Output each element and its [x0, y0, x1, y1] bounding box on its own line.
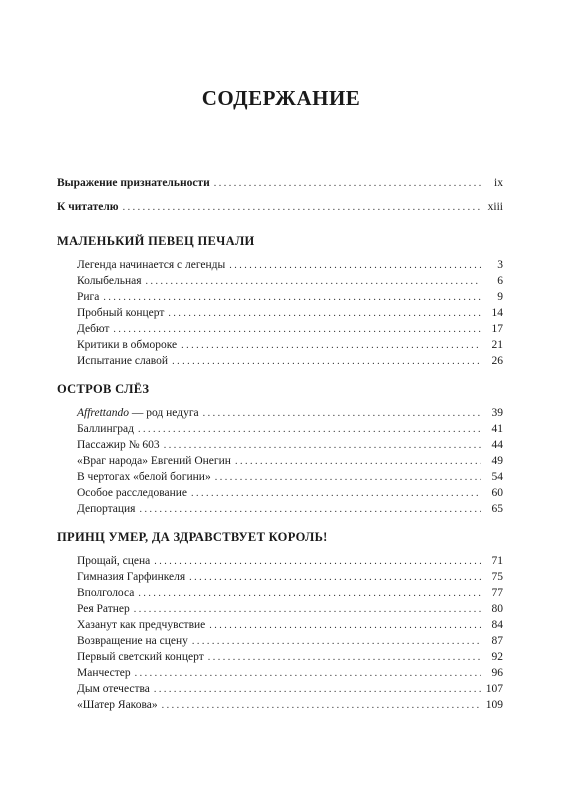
- toc-entry[interactable]: [77, 354, 503, 369]
- toc-entry[interactable]: [77, 274, 503, 289]
- entry-title: Возвращение на сцену: [77, 635, 188, 647]
- page-number: 26: [491, 355, 503, 367]
- toc-entry[interactable]: [77, 618, 503, 633]
- entry-title: «Шатер Яакова»: [77, 699, 158, 711]
- entry-title: Хазанут как предчувствие: [77, 619, 206, 631]
- section-heading: ОСТРОВ СЛЁЗ: [57, 382, 150, 396]
- toc-entry[interactable]: [77, 290, 503, 305]
- toc-entry[interactable]: [77, 634, 503, 649]
- toc-entry[interactable]: [77, 258, 503, 273]
- entry-title: Пробный концерт: [77, 307, 165, 319]
- page-number: 77: [491, 587, 503, 599]
- page-number: 6: [497, 275, 503, 287]
- section-heading: МАЛЕНЬКИЙ ПЕВЕЦ ПЕЧАЛИ: [57, 234, 255, 248]
- toc-entry[interactable]: [77, 438, 503, 453]
- toc-entry[interactable]: [77, 682, 503, 697]
- entry-title-italic: Affrettando: [77, 407, 129, 419]
- dot-leader: [191, 487, 481, 501]
- entry-title: Легенда начинается с легенды: [77, 259, 226, 271]
- dot-leader: [138, 587, 481, 601]
- entry-title: Манчестер: [77, 667, 131, 679]
- dot-leader: [214, 177, 481, 191]
- dot-leader: [203, 407, 481, 421]
- page-number: 49: [491, 455, 503, 467]
- page-number: xiii: [487, 201, 503, 213]
- page-number: 84: [491, 619, 503, 631]
- dot-leader: [181, 339, 481, 353]
- entry-title: Колыбельная: [77, 275, 142, 287]
- entry-title: Пассажир № 603: [77, 439, 160, 451]
- entry-title: Баллинград: [77, 423, 135, 435]
- dot-leader: [134, 603, 481, 617]
- page-number: 71: [491, 555, 503, 567]
- toc-entry[interactable]: [77, 650, 503, 665]
- dot-leader: [229, 259, 481, 273]
- dot-leader: [209, 619, 481, 633]
- page-number: 80: [491, 603, 503, 615]
- entry-title: Критики в обмороке: [77, 339, 178, 351]
- dot-leader: [164, 439, 481, 453]
- toc-entry[interactable]: [77, 602, 503, 617]
- page-number: 87: [491, 635, 503, 647]
- dot-leader: [162, 699, 481, 713]
- dot-leader: [154, 555, 481, 569]
- dot-leader: [113, 323, 481, 337]
- toc-entry[interactable]: [77, 698, 503, 713]
- entry-title: Первый светский концерт: [77, 651, 204, 663]
- dot-leader: [215, 471, 481, 485]
- entry-title: Рига: [77, 291, 100, 303]
- page-title: СОДЕРЖАНИЕ: [201, 86, 361, 110]
- entry-title: [77, 406, 199, 420]
- page-number: 9: [497, 291, 503, 303]
- toc-entry[interactable]: [57, 176, 503, 191]
- page-number: 65: [491, 503, 503, 515]
- page-number: ix: [494, 177, 503, 189]
- dot-leader: [168, 307, 481, 321]
- dot-leader: [103, 291, 481, 305]
- page-number: 3: [497, 259, 503, 271]
- toc-entry[interactable]: [77, 406, 503, 421]
- entry-title: К читателю: [57, 201, 119, 213]
- dot-leader: [192, 635, 481, 649]
- entry-title: Дебют: [77, 323, 110, 335]
- dot-leader: [123, 201, 481, 215]
- toc-entry[interactable]: [77, 502, 503, 517]
- dot-leader: [146, 275, 482, 289]
- toc-entry[interactable]: [77, 586, 503, 601]
- entry-title: Рея Ратнер: [77, 603, 130, 615]
- toc-entry[interactable]: [77, 422, 503, 437]
- entry-title: Испытание славой: [77, 355, 169, 367]
- entry-title: Депортация: [77, 503, 136, 515]
- dot-leader: [208, 651, 481, 665]
- entry-title-rest: — род недуга: [128, 407, 199, 419]
- page-number: 96: [491, 667, 503, 679]
- section-heading: ПРИНЦ УМЕР, ДА ЗДРАВСТВУЕТ КОРОЛЬ!: [57, 530, 328, 544]
- entry-title: Выражение признательности: [57, 177, 210, 189]
- dot-leader: [154, 683, 481, 697]
- page-number: 14: [491, 307, 503, 319]
- entry-title: Вполголоса: [77, 587, 135, 599]
- toc-entry[interactable]: [77, 486, 503, 501]
- dot-leader: [135, 667, 481, 681]
- toc-entry[interactable]: [77, 570, 503, 585]
- toc-entry[interactable]: [77, 322, 503, 337]
- page-number: 60: [491, 487, 503, 499]
- entry-title: Прощай, сцена: [77, 555, 151, 567]
- page-number: 41: [491, 423, 503, 435]
- toc-entry[interactable]: [77, 338, 503, 353]
- entry-title: Гимназия Гарфинкеля: [77, 571, 186, 583]
- page-number: 21: [491, 339, 503, 351]
- toc-entry[interactable]: [77, 554, 503, 569]
- page-number: 44: [491, 439, 503, 451]
- page-number: 54: [491, 471, 503, 483]
- toc-entry[interactable]: [77, 306, 503, 321]
- dot-leader: [235, 455, 481, 469]
- toc-entry[interactable]: [77, 454, 503, 469]
- page-number: 92: [491, 651, 503, 663]
- entry-title: В чертогах «белой богини»: [77, 471, 211, 483]
- dot-leader: [172, 355, 481, 369]
- page-number: 75: [491, 571, 503, 583]
- page-number: 107: [485, 683, 503, 695]
- dot-leader: [139, 503, 481, 517]
- entry-title: Особое расследование: [77, 487, 188, 499]
- page-number: 109: [485, 699, 503, 711]
- page-number: 17: [491, 323, 503, 335]
- entry-title: «Враг народа» Евгений Онегин: [77, 455, 231, 467]
- page-number: 39: [491, 407, 503, 419]
- dot-leader: [138, 423, 481, 437]
- entry-title: Дым отечества: [77, 683, 150, 695]
- toc-entry[interactable]: [77, 666, 503, 681]
- dot-leader: [189, 571, 481, 585]
- toc-entry[interactable]: [77, 470, 503, 485]
- toc-entry[interactable]: [57, 200, 503, 215]
